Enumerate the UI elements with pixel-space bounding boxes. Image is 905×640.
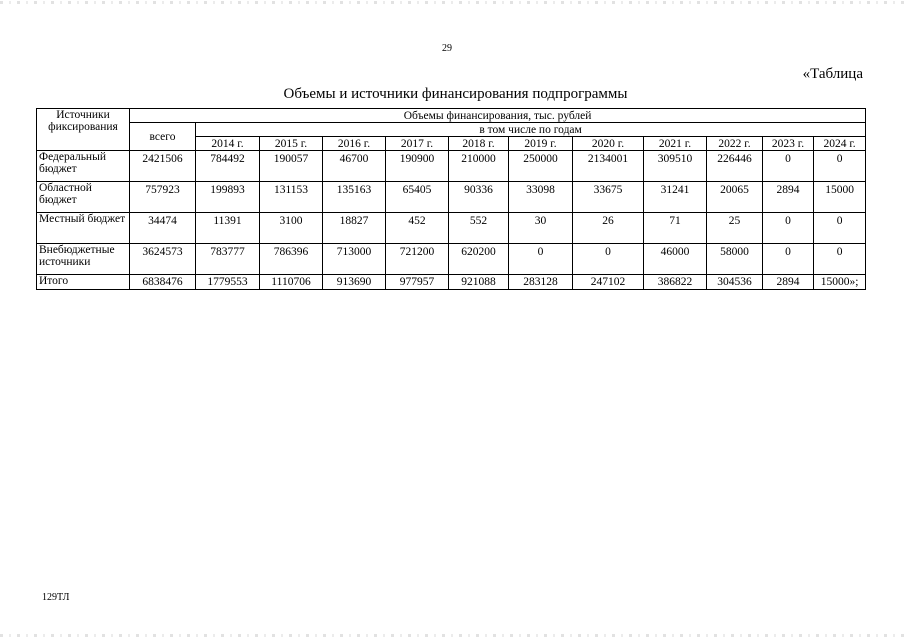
value-cell: 0 bbox=[763, 151, 814, 182]
value-cell: 2894 bbox=[763, 182, 814, 213]
source-cell: Итого bbox=[37, 275, 130, 290]
value-cell: 452 bbox=[386, 213, 449, 244]
value-cell: 190900 bbox=[386, 151, 449, 182]
total-column-header: всего bbox=[130, 123, 196, 151]
value-cell: 784492 bbox=[196, 151, 260, 182]
value-cell: 31241 bbox=[644, 182, 707, 213]
page-number: 29 bbox=[442, 43, 452, 54]
value-cell: 552 bbox=[449, 213, 509, 244]
value-cell: 2894 bbox=[763, 275, 814, 290]
volume-header: Объемы финансирования, тыс. рублей bbox=[130, 109, 866, 123]
value-cell: 3100 bbox=[260, 213, 323, 244]
header-row-2 bbox=[37, 123, 866, 137]
by-years-header: в том числе по годам bbox=[196, 123, 866, 137]
year-header: 2016 г. bbox=[323, 137, 386, 151]
document-title-text: Объемы и источники финансирования подпрограммы bbox=[283, 86, 628, 102]
value-cell: 30 bbox=[509, 213, 573, 244]
year-header: 2020 г. bbox=[573, 137, 644, 151]
value-cell: 0 bbox=[814, 151, 866, 182]
total-cell: 3624573 bbox=[130, 244, 196, 275]
value-cell: 0 bbox=[763, 244, 814, 275]
year-header: 2024 г. bbox=[814, 137, 866, 151]
table-body bbox=[37, 151, 866, 290]
table-label: «Таблица bbox=[802, 66, 863, 82]
total-cell: 6838476 bbox=[130, 275, 196, 290]
value-cell: 309510 bbox=[644, 151, 707, 182]
value-cell: 0 bbox=[573, 244, 644, 275]
value-cell: 131153 bbox=[260, 182, 323, 213]
value-cell: 71 bbox=[644, 213, 707, 244]
value-cell: 20065 bbox=[707, 182, 763, 213]
value-cell: 713000 bbox=[323, 244, 386, 275]
value-cell: 226446 bbox=[707, 151, 763, 182]
year-header: 2014 г. bbox=[196, 137, 260, 151]
value-cell: 783777 bbox=[196, 244, 260, 275]
source-cell: Федеральный бюджет bbox=[37, 151, 130, 182]
value-cell: 199893 bbox=[196, 182, 260, 213]
footer-code: 129ТЛ bbox=[42, 592, 70, 603]
value-cell: 25 bbox=[707, 213, 763, 244]
value-cell: 921088 bbox=[449, 275, 509, 290]
total-row bbox=[37, 275, 866, 290]
year-header: 2017 г. bbox=[386, 137, 449, 151]
value-cell: 620200 bbox=[449, 244, 509, 275]
year-header: 2018 г. bbox=[449, 137, 509, 151]
value-cell: 15000»; bbox=[814, 275, 866, 290]
value-cell: 2134001 bbox=[573, 151, 644, 182]
table-row bbox=[37, 151, 866, 182]
value-cell: 58000 bbox=[707, 244, 763, 275]
value-cell: 90336 bbox=[449, 182, 509, 213]
value-cell: 786396 bbox=[260, 244, 323, 275]
year-header: 2023 г. bbox=[763, 137, 814, 151]
table-row bbox=[37, 182, 866, 213]
value-cell: 1110706 bbox=[260, 275, 323, 290]
value-cell: 46700 bbox=[323, 151, 386, 182]
value-cell: 190057 bbox=[260, 151, 323, 182]
total-cell: 34474 bbox=[130, 213, 196, 244]
year-header: 2021 г. bbox=[644, 137, 707, 151]
financing-table bbox=[36, 108, 866, 290]
document-title bbox=[0, 86, 905, 103]
value-cell: 250000 bbox=[509, 151, 573, 182]
value-cell: 11391 bbox=[196, 213, 260, 244]
total-cell: 2421506 bbox=[130, 151, 196, 182]
scan-noise-top bbox=[0, 1, 905, 4]
total-cell: 757923 bbox=[130, 182, 196, 213]
value-cell: 977957 bbox=[386, 275, 449, 290]
value-cell: 386822 bbox=[644, 275, 707, 290]
header-row-1 bbox=[37, 109, 866, 123]
source-cell: Внебюджетные источники bbox=[37, 244, 130, 275]
value-cell: 15000 bbox=[814, 182, 866, 213]
source-cell: Областной бюджет bbox=[37, 182, 130, 213]
value-cell: 283128 bbox=[509, 275, 573, 290]
value-cell: 0 bbox=[763, 213, 814, 244]
value-cell: 0 bbox=[814, 244, 866, 275]
year-header: 2015 г. bbox=[260, 137, 323, 151]
value-cell: 913690 bbox=[323, 275, 386, 290]
value-cell: 247102 bbox=[573, 275, 644, 290]
value-cell: 0 bbox=[814, 213, 866, 244]
year-header: 2022 г. bbox=[707, 137, 763, 151]
scan-noise-bottom bbox=[0, 634, 905, 637]
value-cell: 1779553 bbox=[196, 275, 260, 290]
value-cell: 18827 bbox=[323, 213, 386, 244]
value-cell: 0 bbox=[509, 244, 573, 275]
value-cell: 33098 bbox=[509, 182, 573, 213]
value-cell: 33675 bbox=[573, 182, 644, 213]
source-cell: Местный бюджет bbox=[37, 213, 130, 244]
value-cell: 210000 bbox=[449, 151, 509, 182]
source-column-header: Источники фиксирования bbox=[37, 109, 130, 151]
value-cell: 135163 bbox=[323, 182, 386, 213]
value-cell: 46000 bbox=[644, 244, 707, 275]
value-cell: 304536 bbox=[707, 275, 763, 290]
table-row bbox=[37, 213, 866, 244]
year-header: 2019 г. bbox=[509, 137, 573, 151]
value-cell: 26 bbox=[573, 213, 644, 244]
value-cell: 721200 bbox=[386, 244, 449, 275]
table-row bbox=[37, 244, 866, 275]
value-cell: 65405 bbox=[386, 182, 449, 213]
